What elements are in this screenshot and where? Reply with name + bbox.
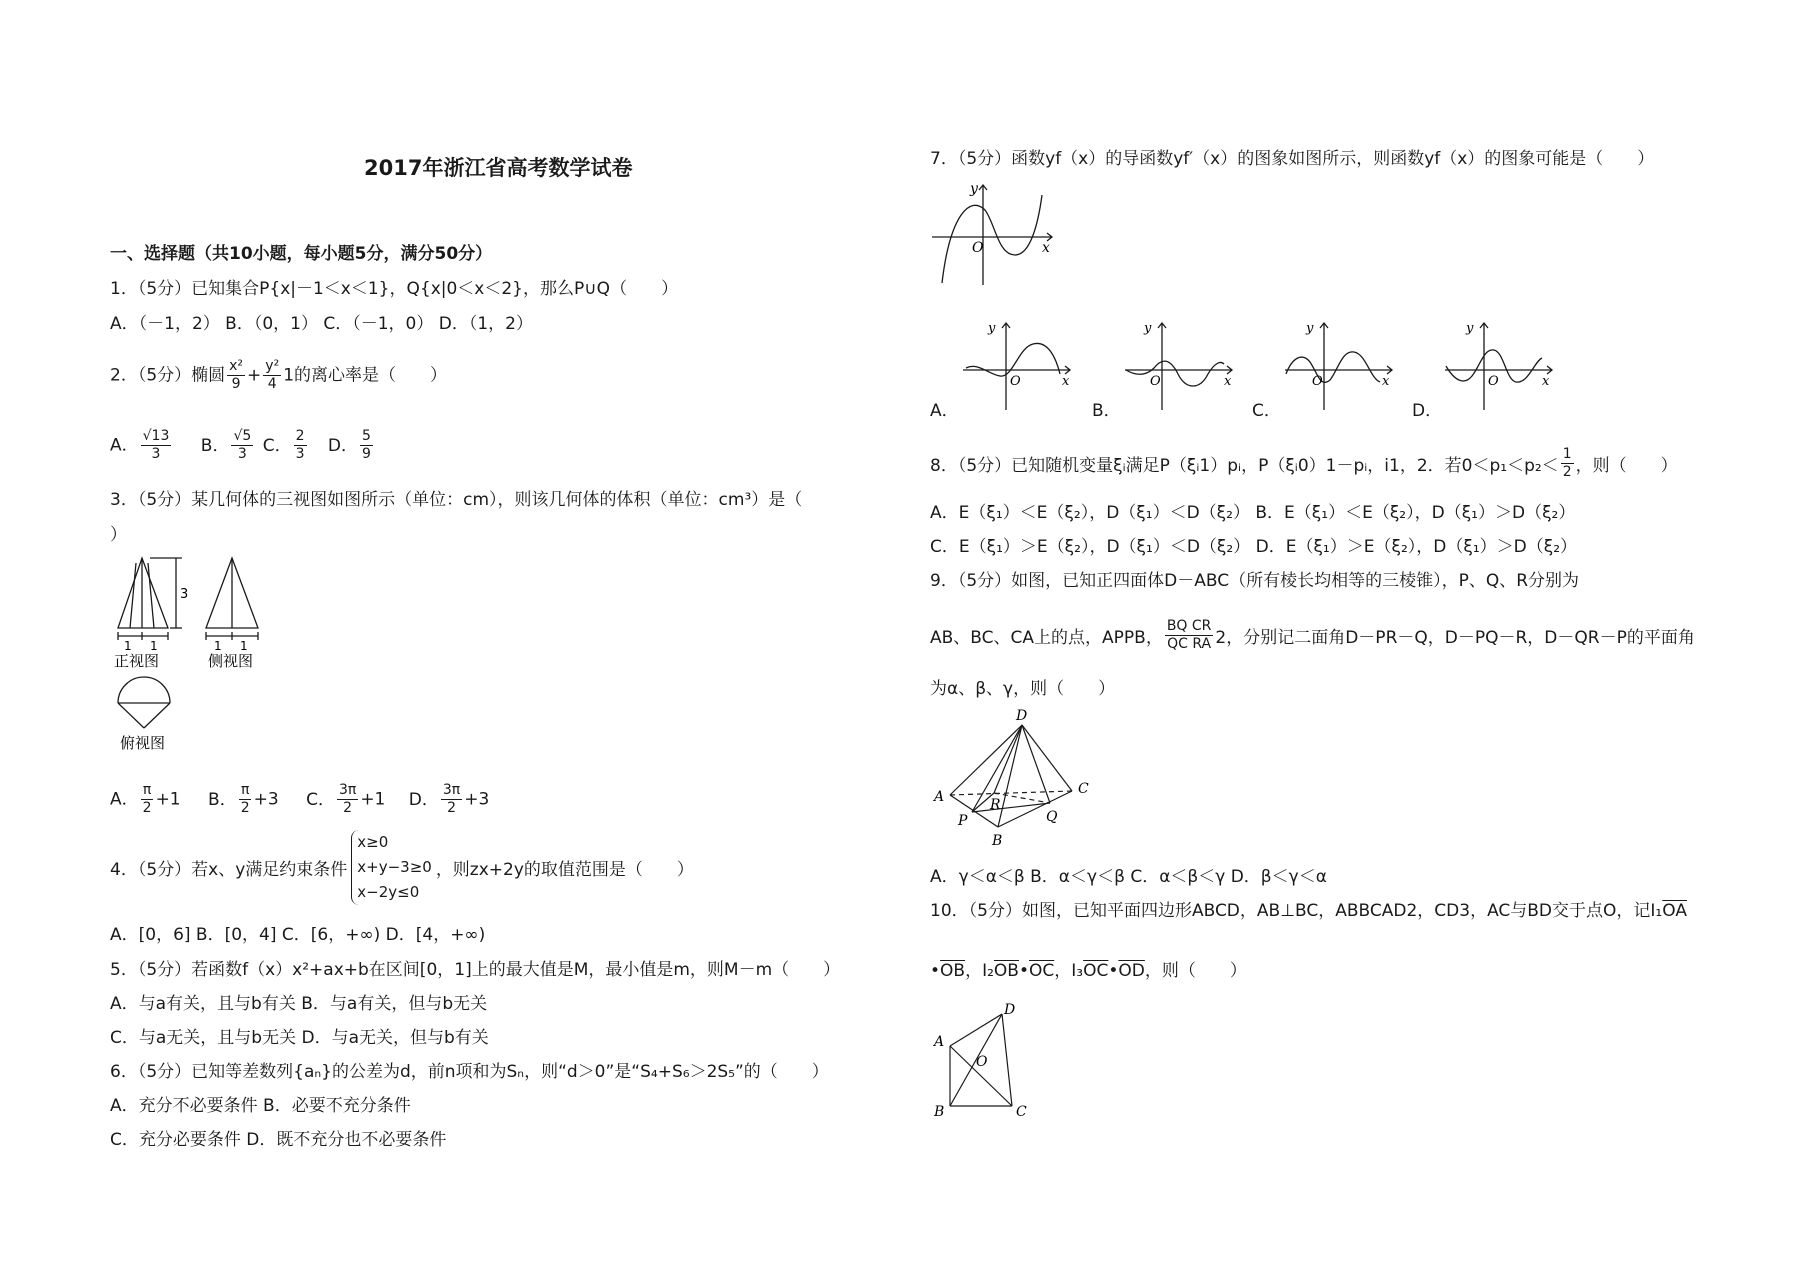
svg-text:x: x xyxy=(1382,374,1390,389)
q6-options-ab: A．充分不必要条件 B．必要不充分条件 xyxy=(110,1096,411,1116)
svg-text:O: O xyxy=(1150,374,1161,389)
q10-stem-line2: $•\overline{OB}$，$I_2\overline{OB}•\overline{OC}$，$I_3\overline{OC}•\overline{OD}$，则（ ） xyxy=(930,961,1247,981)
q3-stem-end: ） xyxy=(110,525,127,545)
side-view xyxy=(206,558,258,640)
svg-text:O: O xyxy=(976,1054,988,1070)
q7-option-d: D． xyxy=(1412,401,1443,421)
svg-text:x: x xyxy=(1542,374,1550,389)
svg-text:O: O xyxy=(1010,374,1021,389)
q9-options: A．γ＜α＜β B．α＜γ＜β C．α＜β＜γ D．β＜γ＜α xyxy=(930,867,1327,887)
q1-options: A．（－1，2） B．（0，1） C．（－1，0） D．（1，2） xyxy=(110,314,533,334)
three-view-figure xyxy=(110,548,290,758)
svg-text:x: x xyxy=(1042,240,1050,256)
q4-stem: 4．（5分）若x、y满足约束条件 x≥0 x+y−3≥0 x−2y≤0 ，则zx+2y的取值范围是（ ） xyxy=(110,830,694,905)
q6-stem: 6．（5分）已知等差数列{aₙ}的公差为d，前n项和为Sₙ，则“d＞0”是“S₄+S₆＞2S₅”的（ ） xyxy=(110,1062,829,1082)
svg-text:B: B xyxy=(992,833,1003,849)
front-view xyxy=(118,558,182,640)
svg-text:y: y xyxy=(1466,321,1474,336)
svg-text:R: R xyxy=(990,797,1001,813)
q7-option-c: C． xyxy=(1252,401,1281,421)
q2-options: A． $\frac{√13}{3}$ B． $\frac{√5}{3}$ C． $\frac{2}{3}$ D． $\frac{5}{9}$ xyxy=(110,428,371,462)
svg-text:A: A xyxy=(934,1034,945,1050)
svg-text:C: C xyxy=(1078,781,1089,797)
q1-stem: 1．（5分）已知集合P{x|－1＜x＜1}，Q{x|0＜x＜2}，那么P∪Q（ ） xyxy=(110,279,679,299)
svg-text:y: y xyxy=(970,181,978,197)
section-heading: 一、选择题（共10小题，每小题5分，满分50分） xyxy=(110,244,493,264)
q5-stem: 5．（5分）若函数f（x）x²+ax+b在区间[0，1]上的最大值是M，最小值是m，则M－m（ ） xyxy=(110,960,841,980)
svg-text:D: D xyxy=(1004,1002,1016,1018)
svg-text:O: O xyxy=(972,240,984,256)
q8-options-ab: A．E（ξ₁）＜E（ξ₂），D（ξ₁）＜D（ξ₂） B．E（ξ₁）＜E（ξ₂），D（ξ₁）＞D（ξ₂） xyxy=(930,503,1576,523)
tetrahedron-figure xyxy=(930,705,1100,850)
svg-text:1: 1 xyxy=(124,639,132,653)
fraction: $\frac{\text{y²}}{4}$ xyxy=(265,358,280,392)
front-view-label: 正视图 xyxy=(114,652,160,670)
svg-text:y: y xyxy=(1144,321,1152,336)
page-title: 2017年浙江省高考数学试卷 xyxy=(364,156,633,180)
q8-options-cd: C．E（ξ₁）＞E（ξ₂），D（ξ₁）＜D（ξ₂） D．E（ξ₁）＞E（ξ₂），D（ξ₁）＞D（ξ₂） xyxy=(930,537,1578,557)
q3-options: A． $\frac{\pi}{2}$ +1 B． $\frac{\pi}{2}$ +3 C． $\frac{3\pi}{2}$ +1 D． $\frac{3\pi}{2}$ +3 xyxy=(110,782,490,816)
height-label: 3 xyxy=(180,587,189,602)
constraint-system: x≥0 x+y−3≥0 x−2y≤0 xyxy=(351,830,432,905)
q10-stem-line1: 10．（5分）如图，已知平面四边形ABCD，AB⊥BC，ABBCAD2，CD3，AC与BD交于点O，记$I_1\overline{OA}$ xyxy=(930,901,1687,921)
option-a-graph xyxy=(958,318,1078,413)
svg-text:A: A xyxy=(934,789,945,805)
option-c-graph xyxy=(1280,318,1400,413)
svg-text:y: y xyxy=(988,321,996,336)
q7-stem: 7．（5分）函数yf（x）的导函数yf′（x）的图象如图所示，则函数yf（x）的图象可能是（ ） xyxy=(930,149,1655,169)
svg-text:x: x xyxy=(1062,374,1070,389)
q9-stem-line2: AB、BC、CA上的点，APPB， $\frac{\text{BQ CR}}{\text{QC RA}}$ 2，分别记二面角D－PR－Q，D－PQ－R，D－QR－P的平面角 xyxy=(930,618,1695,652)
q5-options-cd: C．与a无关，且与b无关 D．与a无关，但与b有关 xyxy=(110,1028,489,1048)
derivative-graph xyxy=(930,175,1060,290)
q9-stem-line3: 为α、β、γ，则（ ） xyxy=(930,679,1116,699)
top-view-label: 俯视图 xyxy=(120,734,166,752)
q9-stem-line1: 9．（5分）如图，已知正四面体D－ABC（所有棱长均相等的三棱锥），P、Q、R分别为 xyxy=(930,571,1580,591)
svg-text:P: P xyxy=(958,813,968,829)
svg-text:D: D xyxy=(1016,708,1028,724)
quadrilateral-figure xyxy=(930,998,1050,1118)
svg-text:Q: Q xyxy=(1046,809,1058,825)
q4-options: A．[0，6] B．[0，4] C．[6，+∞) D．[4，+∞) xyxy=(110,925,486,945)
svg-text:O: O xyxy=(1312,374,1323,389)
svg-text:C: C xyxy=(1016,1104,1027,1118)
svg-text:1: 1 xyxy=(240,639,248,653)
svg-text:O: O xyxy=(1488,374,1499,389)
option-d-graph xyxy=(1440,318,1560,413)
q6-options-cd: C．充分必要条件 D．既不充分也不必要条件 xyxy=(110,1130,447,1150)
svg-text:1: 1 xyxy=(214,639,222,653)
q3-stem: 3．（5分）某几何体的三视图如图所示（单位：cm），则该几何体的体积（单位：cm³）是（ xyxy=(110,490,803,510)
q8-stem: 8．（5分）已知随机变量ξᵢ满足P（ξᵢ1）pᵢ，P（ξᵢ0）1－pᵢ，i1，2．若0＜p₁＜p₂＜ $\frac{1}{2}$ ，则（ ） xyxy=(930,446,1678,480)
svg-text:x: x xyxy=(1224,374,1232,389)
side-view-label: 侧视图 xyxy=(208,652,254,670)
q5-options-ab: A．与a有关，且与b有关 B．与a有关，但与b无关 xyxy=(110,994,488,1014)
q7-option-b: B． xyxy=(1092,401,1121,421)
q2-stem: 2．（5分）椭圆 $\frac{\text{x²}}{9}$ + $\frac{\text{y²}}{4}$ 1的离心率是（ ） xyxy=(110,358,448,392)
option-b-graph xyxy=(1120,318,1240,413)
svg-text:1: 1 xyxy=(150,639,158,653)
top-view xyxy=(118,677,170,728)
fraction: $\frac{\text{x²}}{9}$ xyxy=(229,358,244,392)
q7-option-a: A． xyxy=(930,401,959,421)
svg-text:y: y xyxy=(1306,321,1314,336)
svg-text:B: B xyxy=(934,1104,945,1118)
